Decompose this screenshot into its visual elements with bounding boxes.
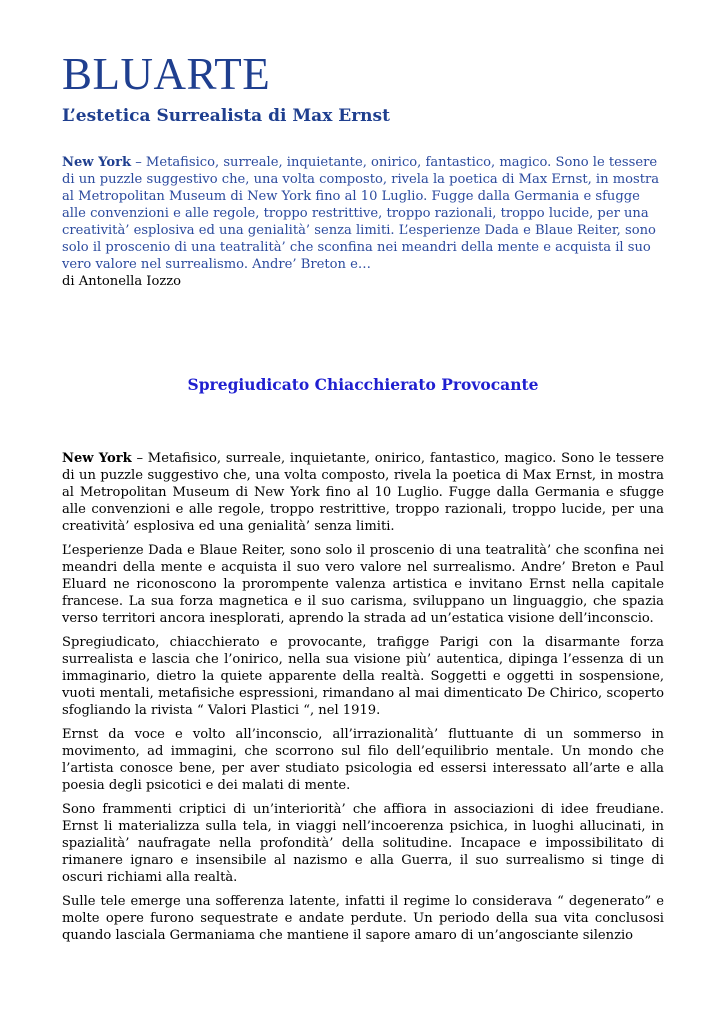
abstract-text: – Metafisico, surreale, inquietante, onirico, fantastico, magico. Sono le tessere di un puzzle suggestivo che, una volta composto, rivela la poetica di Max Ernst, in mostra al Metropolitan Museum di New York fino al 10 Luglio. Fugge dalla Germania e sfugge alle convenzioni e alle regole, troppo restrittive, troppo razionali, troppo lucide, per una creatività’ esplosiva ed una genialità’ senza limiti. L’esperienze Dada e Blaue Reiter, sono solo il proscenio di una teatralità’ che sconfina nei meandri della mente e acquista il suo vero valore nel surrealismo. Andre’ Breton e… [62, 155, 660, 272]
body-paragraph [62, 450, 664, 535]
site-logo[interactable]: BLUARTE [62, 49, 271, 99]
body-paragraph: Sono frammenti criptici di un’interiorità’ che affiora in associazioni di idee freudiane. Ernst li materializza sulla tela, in viaggi nell’incoerenza psichica, in luoghi allucinati, in spazialità’ naufragate nella profondità’ della solitudine. Incapace e impossibilitato di rimanere ignaro e insensibile al nazismo e alla Guerra, il suo surrealismo si tinge di oscuri richiami alla realtà. [62, 802, 664, 885]
body-paragraph: Ernst da voce e volto all’inconscio, all’irrazionalità’ fluttuante di un sommerso in movimento, ad immagini, che scorrono sul filo dell’equilibrio mentale. Un mondo che l’artista conosce bene, per aver studiato psicologia ed essersi interessato all’arte e alla poesia degli psicotici e dei malati di mente. [62, 727, 664, 793]
article-body [62, 450, 664, 944]
abstract-lead: New York [62, 155, 132, 170]
article-author: di Antonella Iozzo [62, 274, 182, 289]
body-paragraph: L’esperienze Dada e Blaue Reiter, sono solo il proscenio di una teatralità’ che sconfina nei meandri della mente e acquista il suo vero valore nel surrealismo. Andre’ Breton e Paul Eluard ne riconoscono la prorompente valenza artistica e invitano Ernst nella capitale francese. La sua forza magnetica e il suo carisma, sviluppano un linguaggio, che spazia verso territori ancora inesplorati, aprendo la strada ad un’estatica visione dell’inconscio. [62, 543, 664, 626]
body-paragraph: Spregiudicato, chiacchierato e provocante, trafigge Parigi con la disarmante forza surrealista e lascia che l’onirico, nella sua visione più’ autentica, dipinga l’essenza di un immaginario, dietro la quiete apparente della realtà. Soggetti e oggetti in sospensione, vuoti mentali, metafisiche espressioni, rimandano al mai dimenticato De Chirico, scoperto sfogliando la rivista “ Valori Plastici “, nel 1919. [62, 635, 664, 718]
article-abstract [62, 154, 664, 273]
body-paragraph-text: – Metafisico, surreale, inquietante, onirico, fantastico, magico. Sono le tessere di un puzzle suggestivo che, una volta composto, rivela la poetica di Max Ernst, in mostra al Metropolitan Museum di New York fino al 10 Luglio. Fugge dalla Germania e sfugge alle convenzioni e alle regole, troppo restrittive, troppo razionali, troppo lucide, per una creatività’ esplosiva ed una genialità’ senza limiti. [62, 451, 664, 534]
document-page [62, 48, 664, 951]
article-title[interactable]: L’estetica Surrealista di Max Ernst [62, 106, 390, 126]
article-subtitle: Spregiudicato Chiacchierato Provocante [187, 375, 539, 394]
body-paragraph: Sulle tele emerge una sofferenza latente, infatti il regime lo considerava “ degenerato” e molte opere furono sequestrate e andate perdute. Un periodo della sua vita conclusosi quando lasciala Germaniama che mantiene il sapore amaro di un’angosciante silenzio [62, 894, 664, 943]
body-lead: New York [62, 451, 132, 466]
